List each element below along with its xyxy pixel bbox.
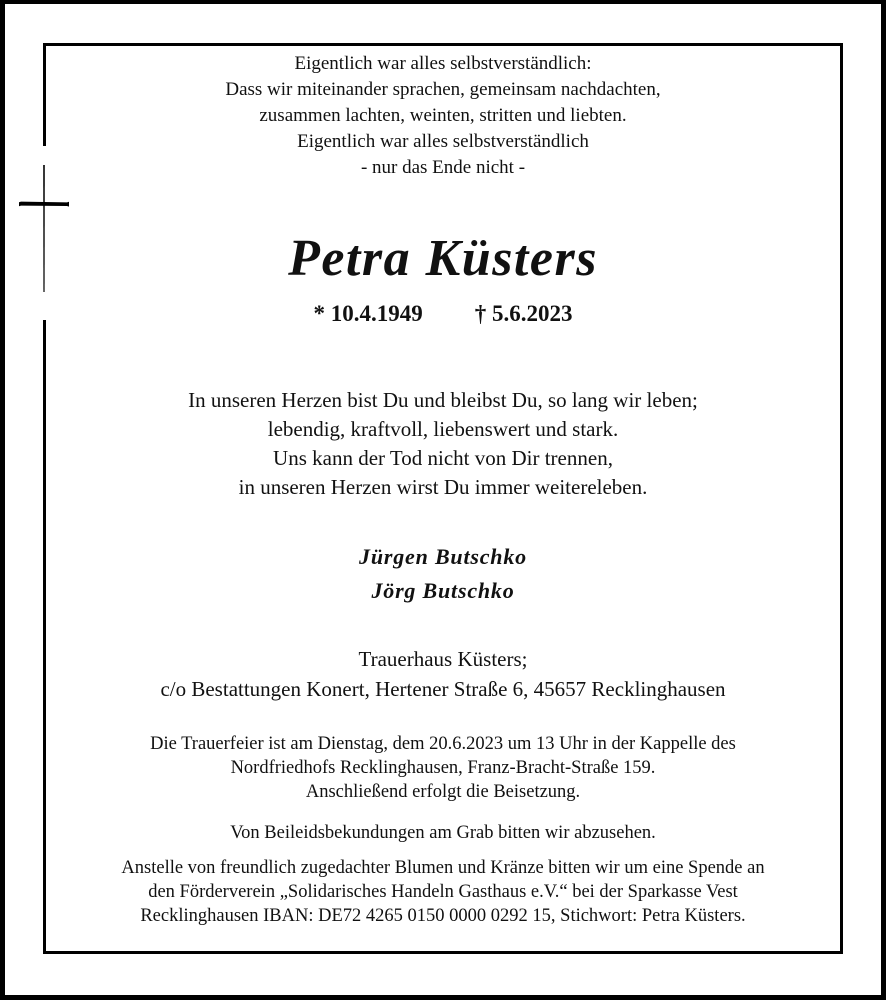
donation-request [46,856,840,928]
condolences-note: Von Beileidsbekundungen am Grab bitten wir abzusehen. [230,823,656,843]
frame-top-line [43,43,843,46]
death-date: † 5.6.2023 [474,301,573,326]
ceremony-line: Anschließend erfolgt die Beisetzung. [305,782,581,802]
motto-line: Eigentlich war alles selbstverständlich [297,131,589,152]
verse-line: lebendig, kraftvoll, liebenswert und stark. [267,417,619,441]
motto-line: Eigentlich war alles selbstverständlich: [294,53,592,74]
mourners-list [46,540,840,608]
verse-line: In unseren Herzen bist Du und bleibst Du, so lang wir leben; [188,388,698,412]
life-dates [46,299,840,329]
verse-line: Uns kann der Tod nicht von Dir trennen, [273,446,613,470]
frame-right-line [840,43,843,954]
address-line: Trauerhaus Küsters; [358,647,528,671]
motto-line: - nur das Ende nicht - [360,157,526,178]
motto-stanza [46,51,840,181]
mourner-name: Jörg Butschko [371,578,515,603]
birth-date: * 10.4.1949 [313,301,423,326]
donation-line: Anstelle von freundlich zugedachter Blumen und Kränze bitten wir um eine Spende an [121,858,765,878]
verse-line: in unseren Herzen wirst Du immer weitereleben. [238,475,648,499]
address-line: c/o Bestattungen Konert, Hertener Straße 6, 45657 Recklinghausen [160,677,726,701]
donation-line: den Förderverein „Solidarisches Handeln Gasthaus e.V.“ bei der Sparkasse Vest [148,882,738,902]
ceremony-line: Die Trauerfeier ist am Dienstag, dem 20.6.2023 um 13 Uhr in der Kappelle des [150,734,736,754]
donation-line: Recklinghausen IBAN: DE72 4265 0150 0000 0292 15, Stichwort: Petra Küsters. [140,906,746,926]
ceremony-line: Nordfriedhofs Recklinghausen, Franz-Bracht-Straße 159. [230,758,656,778]
funeral-ceremony-info [46,732,840,804]
motto-line: zusammen lachten, weinten, stritten und liebten. [259,105,627,126]
frame-bottom-line [43,951,843,954]
motto-line: Dass wir miteinander sprachen, gemeinsam nachdachten, [225,79,661,100]
mourning-house-address [46,644,840,704]
memorial-verse [46,386,840,502]
deceased-name: Petra Küsters [288,230,598,287]
mourner-name: Jürgen Butschko [359,544,527,569]
